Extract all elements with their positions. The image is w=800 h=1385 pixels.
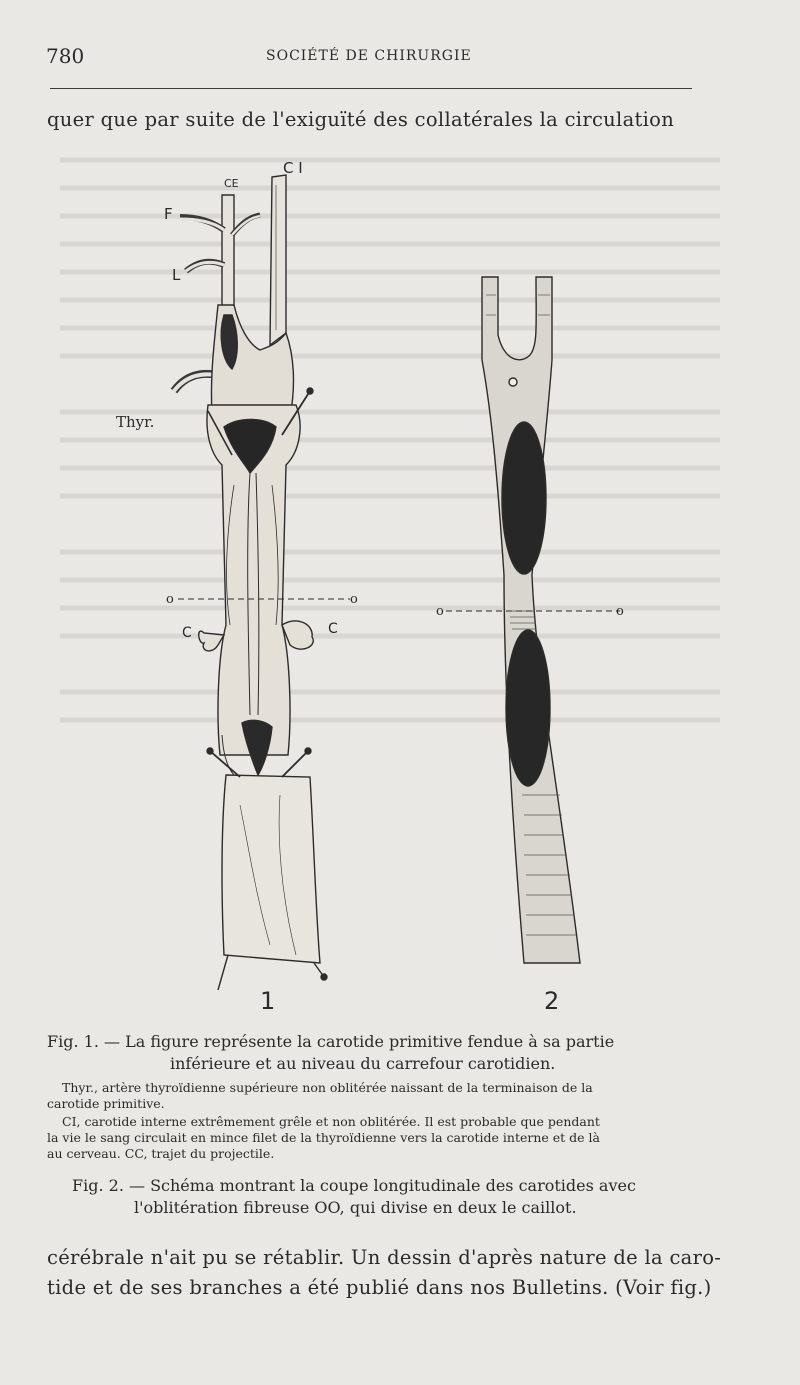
page-number: 780 <box>46 44 85 68</box>
figure-1-number: 1 <box>260 987 276 1015</box>
body-text-bottom-1: cérébrale n'ait pu se rétablir. Un dessin d'après nature de la caro- <box>47 1246 722 1269</box>
label-o-left-fig2: o <box>436 604 444 619</box>
label-l: L <box>172 266 181 284</box>
fig1-caption-line1: Fig. 1. — La figure représente la carotide primitive fendue à sa partie <box>47 1032 615 1051</box>
ci-note-line1: CI, carotide interne extrêmement grêle et non oblitérée. Il est probable que pendant <box>62 1114 600 1129</box>
body-text-top: quer que par suite de l'exiguïté des collatérales la circulation <box>47 108 675 131</box>
header-rule <box>50 88 692 89</box>
label-thyr: Thyr. <box>116 413 155 431</box>
label-ce: CE <box>224 177 239 190</box>
fig1-caption-line2: inférieure et au niveau du carrefour carotidien. <box>170 1054 556 1073</box>
label-c-right: C <box>328 621 338 637</box>
running-header: SOCIÉTÉ DE CHIRURGIE <box>266 48 472 64</box>
ci-note-line3: au cerveau. CC, trajet du projectile. <box>47 1146 275 1161</box>
thyr-note-line2: carotide primitive. <box>47 1096 165 1111</box>
thyr-note-line1: Thyr., artère thyroïdienne supérieure non oblitérée naissant de la terminaison de la <box>62 1080 593 1095</box>
label-c-left: C <box>182 625 192 641</box>
figure-1-drawing <box>174 175 350 990</box>
label-o-left-fig1: o <box>166 592 174 607</box>
label-o-right-fig2: o <box>616 604 624 619</box>
fig2-caption-line2: l'oblitération fibreuse OO, qui divise en deux le caillot. <box>134 1198 577 1217</box>
label-f: F <box>164 205 173 223</box>
body-text-bottom-2: tide et de ses branches a été publié dans nos Bulletins. (Voir fig.) <box>47 1276 712 1299</box>
label-o-right-fig1: o <box>350 592 358 607</box>
carotid-figure <box>100 155 660 1015</box>
figure-2-drawing <box>446 277 620 963</box>
fig2-caption-line1: Fig. 2. — Schéma montrant la coupe longitudinale des carotides avec <box>72 1176 636 1195</box>
figure-2-number: 2 <box>544 987 560 1015</box>
ci-note-line2: la vie le sang circulait en mince filet de la thyroïdienne vers la carotide interne et de là <box>47 1130 600 1145</box>
label-ci: C I <box>283 159 303 177</box>
